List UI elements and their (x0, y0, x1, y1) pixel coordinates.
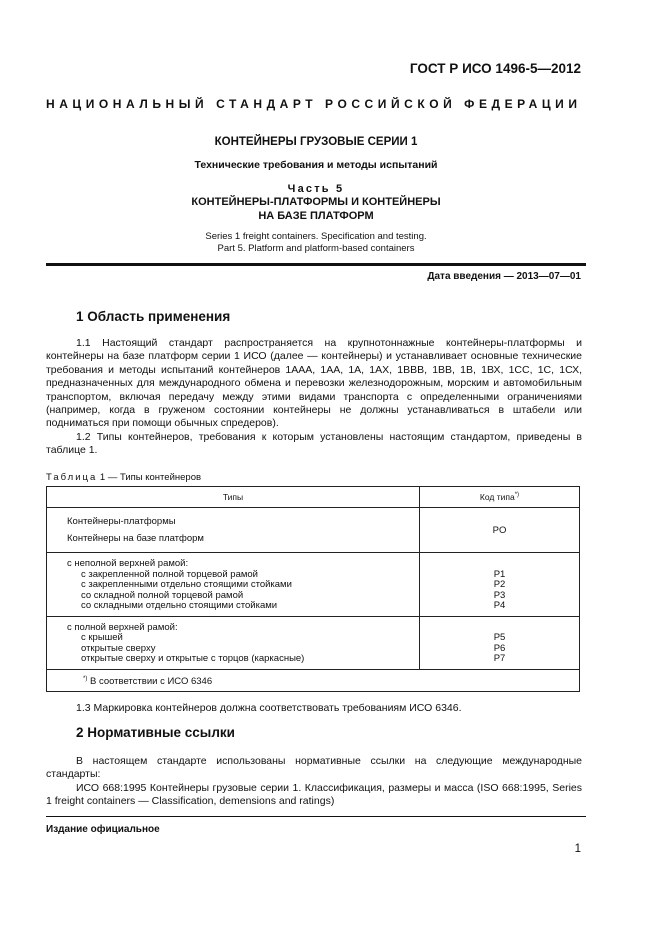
standard-code: ГОСТ Р ИСО 1496-5—2012 (409, 61, 581, 76)
footnote-text: В соответствии с ИСО 6346 (89, 675, 213, 687)
group2-code: P3 (493, 589, 506, 601)
english-title-line-2: Part 5. Platform and platform-based containers (217, 243, 415, 254)
document-title: КОНТЕЙНЕРЫ ГРУЗОВЫЕ СЕРИИ 1 (214, 136, 418, 148)
paragraph-2-2: ИСО 668:1995 Контейнеры грузовые серии 1. Классификация, размеры и масса (ISO 668:1995, Series 1 freight containers — Classification, demensions and ratings) (46, 782, 582, 808)
paragraph-2-1: В настоящем стандарте использованы нормативные ссылки на следующие международные стандарты: (46, 755, 582, 781)
national-standard-banner: НАЦИОНАЛЬНЫЙ СТАНДАРТ РОССИЙСКОЙ ФЕДЕРАЦИИ (46, 97, 582, 111)
table-row (47, 508, 580, 553)
group2-code: P2 (493, 579, 506, 590)
group2-item: со складными отдельно стоящими стойками (81, 600, 278, 611)
footer-divider (46, 816, 586, 817)
table-caption-label: Таблица (46, 472, 98, 483)
group3-item: открытые сверху и открытые с торцов (каркасные) (81, 653, 305, 664)
group1-type-platform-based: Контейнеры на базе платформ (67, 533, 204, 544)
group2-title: с неполной верхней рамой: (67, 558, 189, 569)
header-types: Типы (47, 487, 420, 508)
group1-types (47, 508, 420, 553)
title-divider (46, 263, 586, 266)
header-code-label: Код типа (479, 492, 515, 502)
footnote-mark: *) (83, 675, 88, 682)
group2-item: с закрепленными отдельно стоящими стойками (81, 579, 292, 590)
group2-codes (420, 553, 580, 617)
part-title (46, 195, 586, 223)
group3-item: открытые сверху (81, 642, 156, 654)
part-label: Часть 5 (287, 183, 345, 195)
part-title-line-2: НА БАЗЕ ПЛАТФОРМ (258, 210, 374, 222)
group1-code: PO (420, 508, 580, 553)
document-subtitle: Технические требования и методы испытаний (194, 159, 438, 171)
section-2-heading (76, 725, 235, 740)
table-header-row (47, 487, 580, 508)
part-title-line-1: КОНТЕЙНЕРЫ-ПЛАТФОРМЫ И КОНТЕЙНЕРЫ (191, 196, 441, 208)
header-code (420, 487, 580, 508)
section-2-heading-text: 2 Нормативные ссылки (76, 725, 235, 740)
group3-code: P7 (493, 653, 506, 664)
group2-code: P4 (493, 600, 506, 611)
table-caption (46, 472, 201, 483)
table-row (47, 553, 580, 617)
paragraph-1-3: 1.3 Маркировка контейнеров должна соответствовать требованиям ИСО 6346. (76, 702, 462, 714)
group2-item: со складной полной торцевой рамой (81, 589, 244, 601)
group3-item: с крышей (81, 632, 123, 643)
page-number: 1 (574, 843, 581, 855)
table-footnote-row (47, 669, 580, 691)
group3-title: с полной верхней рамой: (67, 621, 178, 633)
paragraph-1-2: 1.2 Типы контейнеров, требования к которым установлены настоящим стандартом, приведены в таблице 1. (46, 431, 582, 457)
section-1-heading-text: 1 Область применения (76, 309, 231, 324)
header-code-footnote-mark: *) (514, 492, 520, 499)
group2-types (47, 553, 420, 617)
group3-types (47, 616, 420, 669)
paragraph-1-1: 1.1 Настоящий стандарт распространяется на крупнотоннажные контейнеры-платформы и контейнеры на базе платформ серии 1 ИСО (далее — контейнеры) и устанавливает основные технические требования и методы испытаний контейнеров 1ААА, 1АА, 1А, 1АХ, 1ВВВ, 1ВВ, 1В, 1ВХ, 1СС, 1С, 1СХ, предназначенных для международного обмена и перевозки железнодорожным, морским и автомобильным транспортом, включая передачу между этими видами транспорта с определенными ограничениями (например, когда в груженом состоянии контейнеры не должны устанавливаться в штабели или подниматься при помощи обычных спредеров). (46, 337, 582, 430)
english-title (46, 231, 586, 255)
group2-item: с закрепленной полной торцевой рамой (81, 568, 258, 580)
group1-type-platform: Контейнеры-платформы (67, 516, 176, 527)
group3-code: P5 (493, 632, 506, 643)
group2-code: P1 (493, 568, 506, 580)
table-row (47, 616, 580, 669)
container-types-table (46, 486, 580, 692)
official-edition-label: Издание официальное (46, 824, 160, 835)
english-title-line-1: Series 1 freight containers. Specification and testing. (205, 231, 427, 242)
section-1-heading (76, 309, 230, 324)
group3-code: P6 (493, 642, 506, 654)
table-caption-title: 1 — Типы контейнеров (99, 472, 202, 483)
introduction-date: Дата введения — 2013—07—01 (427, 271, 581, 282)
table-footnote (47, 669, 580, 691)
group3-codes (420, 616, 580, 669)
